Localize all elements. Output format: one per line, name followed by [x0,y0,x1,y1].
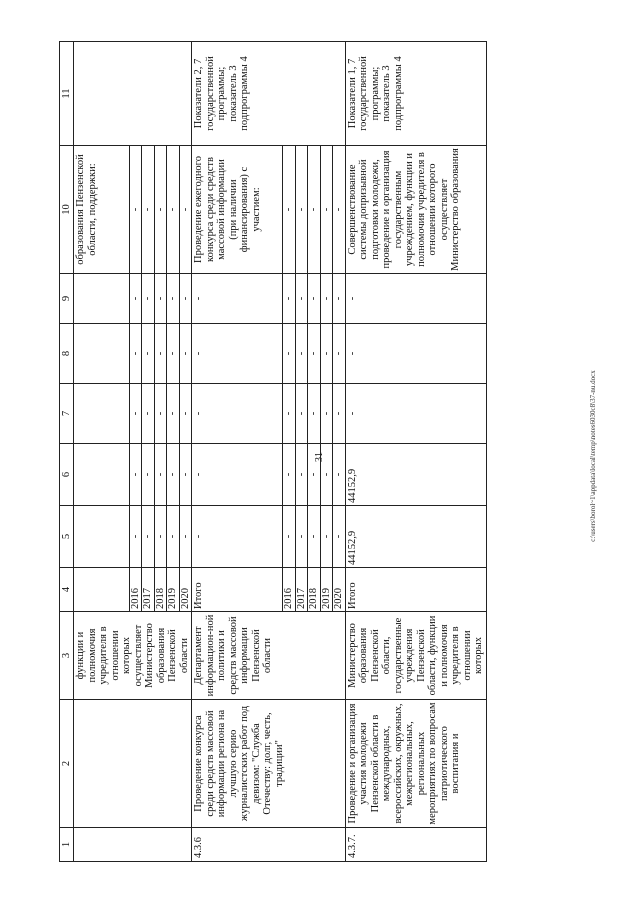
cell-value: - [283,506,296,568]
cell-value [74,506,130,568]
cell-value: - [129,274,142,324]
program-activities-table [59,41,487,862]
cell-value: - [129,146,142,274]
cell-value: - [283,146,296,274]
cell-value: - [308,146,321,274]
cell-value: - [179,444,192,506]
cell-name [74,700,192,828]
cell-value: - [129,324,142,384]
cell-value: - [192,324,283,384]
cell-value: - [283,324,296,384]
cell-result: образования Пензенской области, поддержки: [74,146,130,274]
cell-year: 2016 [129,568,142,612]
column-number-row [60,42,74,862]
cell-year: 2020 [333,568,346,612]
cell-value: - [129,506,142,568]
cell-value: 44152,9 [345,506,486,568]
cell-value: - [129,384,142,444]
cell-indicator: Показатели 1, 7 государственной программы; показатель 3 подпрограммы 4 [345,42,486,146]
cell-value: - [283,444,296,506]
cell-executor: функции и полномочия учредителя в отношении которых осуществляет Министерство образования Пензенской области [74,612,192,700]
cell-value: - [179,146,192,274]
cell-value: - [295,384,308,444]
cell-code: 4.3.7. [345,828,486,862]
cell-value: - [333,146,346,274]
cell-value: - [154,324,167,384]
cell-value: 44152,9 [345,444,486,506]
column-number: 2 [60,700,74,828]
cell-value: - [167,384,180,444]
cell-value: - [333,444,346,506]
cell-value: - [283,384,296,444]
column-number: 6 [60,444,74,506]
cell-executor: Министерство образования Пензенской области, государственные учреждения Пензенской области, функции и полномочия учредителя в отношении которых [345,612,486,700]
cell-value: - [179,384,192,444]
cell-value: - [142,506,155,568]
rotated-page [59,42,589,862]
cell-name: Проведение конкурса среди средств массовой информации региона на лучшую серию журналистских работ под девизом: "Служба Отечеству: долг, честь, традиции" [192,700,346,828]
cell-executor: Департамент информацион-ной политики и средств массовой информации Пензенской области [192,612,346,700]
cell-value [74,444,130,506]
cell-value: - [333,274,346,324]
cell-value: - [320,324,333,384]
column-number: 11 [60,42,74,146]
cell-result: Проведение ежегодного конкурса среди средств массовой информации (при наличии финансирования) с участием: [192,146,283,274]
cell-year: 2016 [283,568,296,612]
cell-value: - [167,146,180,274]
cell-value: - [320,384,333,444]
cell-value: - [192,384,283,444]
cell-period: Итого [345,568,486,612]
cell-indicator: Показатели 2, 7 государственной программы; показатель 3 подпрограммы 4 [192,42,346,146]
cell-value: - [167,444,180,506]
cell-value: - [345,384,486,444]
cell-year: 2017 [295,568,308,612]
cell-value: - [320,146,333,274]
cell-value: - [142,444,155,506]
cell-result: Совершенствование системы допризывной подготовки молодежи, проведение и организация государственным учреждением, функции и полномочия учредителя в отношении которого осуществляет Министерство образования [345,146,486,274]
column-number: 9 [60,274,74,324]
cell-code [74,828,192,862]
cell-year: 2018 [154,568,167,612]
cell-value: - [295,506,308,568]
cell-value: - [179,324,192,384]
cell-value: - [320,444,333,506]
cell-value: - [142,146,155,274]
cell-value: - [345,324,486,384]
cell-period [74,568,130,612]
table-row [74,42,130,862]
document-footer-path: c:\users\borol~1\appdata\local\temp\notes6030c8\37-nu.docx [589,370,597,542]
column-number: 4 [60,568,74,612]
cell-value: - [320,274,333,324]
cell-value: - [192,444,283,506]
cell-indicator [74,42,192,146]
cell-value: - [308,384,321,444]
cell-value: - [192,506,283,568]
table-row [192,42,283,862]
cell-value: - [333,324,346,384]
cell-year: 2019 [167,568,180,612]
cell-value: - [142,274,155,324]
cell-value [74,324,130,384]
cell-value: - [295,444,308,506]
cell-value [74,274,130,324]
cell-value: - [283,274,296,324]
cell-year: 2018 [308,568,321,612]
cell-value: - [142,324,155,384]
table-row [345,42,486,862]
cell-value: - [142,384,155,444]
column-number: 10 [60,146,74,274]
cell-value: - [308,444,321,506]
cell-value: - [308,324,321,384]
cell-value: - [179,506,192,568]
column-number: 1 [60,828,74,862]
cell-value: - [333,506,346,568]
cell-period: Итого [192,568,283,612]
cell-value: - [154,384,167,444]
page-number: 31 [314,452,325,462]
cell-value [74,384,130,444]
column-number: 7 [60,384,74,444]
cell-value: - [333,384,346,444]
cell-value: - [345,274,486,324]
cell-value: - [192,274,283,324]
cell-year: 2020 [179,568,192,612]
cell-value: - [154,506,167,568]
cell-value: - [154,274,167,324]
cell-value: - [295,274,308,324]
cell-value: - [308,506,321,568]
cell-code: 4.3.6 [192,828,346,862]
cell-value: - [179,274,192,324]
column-number: 3 [60,612,74,700]
cell-value: - [154,146,167,274]
cell-value: - [320,506,333,568]
cell-value: - [295,146,308,274]
column-number: 8 [60,324,74,384]
cell-value: - [129,444,142,506]
cell-year: 2019 [320,568,333,612]
cell-value: - [308,274,321,324]
cell-value: - [167,274,180,324]
cell-value: - [167,506,180,568]
cell-value: - [295,324,308,384]
cell-year: 2017 [142,568,155,612]
column-number: 5 [60,506,74,568]
cell-name: Проведение и организация участия молодежи Пензенской области в международных, всероссийских, окружных, межрегиональных, региональных мероприятиях по вопросам патриотического воспитания и [345,700,486,828]
cell-value: - [167,324,180,384]
cell-value: - [154,444,167,506]
